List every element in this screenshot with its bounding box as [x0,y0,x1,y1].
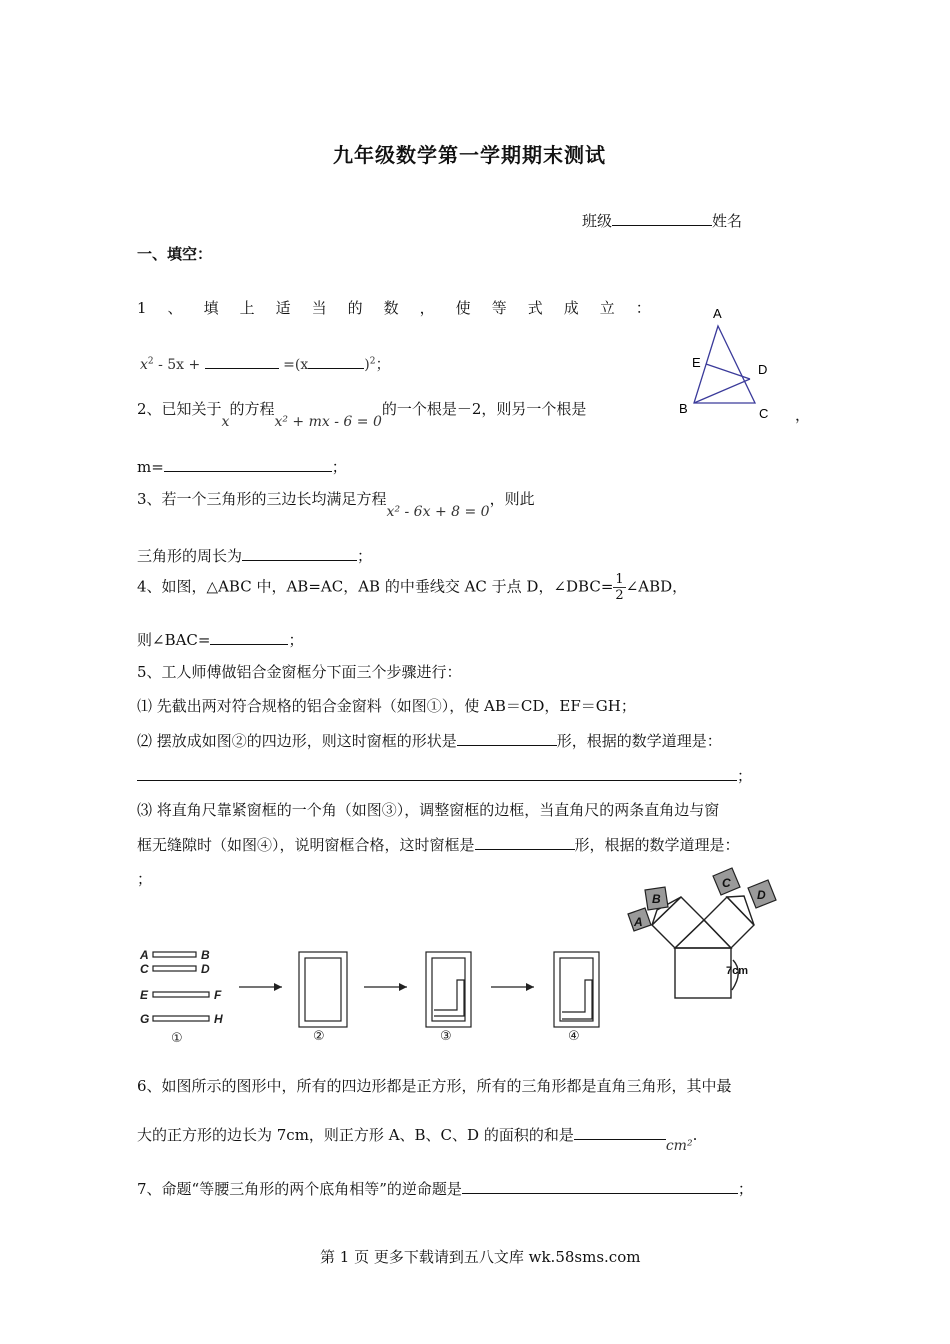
caption-4: ④ [568,1028,580,1043]
bar-label-a: A [140,948,149,962]
label-b: B [679,401,688,416]
question-3-line [137,488,535,520]
side-label-7cm: 7cm [726,965,749,977]
caption-1: ① [171,1030,183,1045]
segment-bd [694,379,750,403]
q2-text-3: 的一个根是－2，则另一个根是 [381,400,587,418]
q3-blank[interactable] [242,546,357,561]
set-square-4 [562,980,592,1019]
section-heading: 一、填空： [137,245,213,263]
right-small-triangle [727,896,754,925]
class-blank[interactable] [612,211,712,226]
fraction-half [613,572,625,603]
q6-tail: . [692,1126,698,1144]
q1-blank-1[interactable] [205,354,279,369]
name-label: 姓名 [712,212,743,230]
pythagoras-figure [620,862,800,1002]
window-frame-figure [134,940,614,1050]
q1-char: 当 [311,299,327,317]
q3-perimeter-label: 三角形的周长为 [137,547,243,565]
question-3-line-2 [137,545,372,566]
q1-char: 使 [455,299,471,317]
question-5-reason-line [137,765,752,786]
bar-label-c: C [140,962,149,976]
question-4-line [137,572,687,603]
question-5-intro: 5、工人师傅做铝合金窗框分下面三个步骤进行： [137,663,462,681]
q5-step2-text-a: ⑵ 摆放成如图②的四边形，则这时窗框的形状是 [137,732,457,750]
triangle-figure [672,300,782,425]
q1-blank-2[interactable] [308,354,364,369]
q1-tail: ； [375,355,391,373]
q3-equation: x² - 6x + 8 = 0 [386,504,490,520]
q3-text-1: 3、若一个三角形的三边长均满足方程 [137,490,387,508]
q1-char: 的 [347,299,363,317]
question-5-step-2 [137,730,722,751]
expr-close: ) [364,357,370,373]
q1-char: 适 [275,299,291,317]
caption-2: ② [313,1028,325,1043]
q1-char: 成 [563,299,579,317]
q3-text-2: ，则此 [489,490,535,508]
q4-text-2: ∠ABD， [625,577,688,596]
q4-angle-label: 则∠BAC= [137,631,211,649]
middle-triangle [675,920,731,948]
q5-step3-text-b: 形，根据的数学道理是： [574,836,740,854]
q1-char: 数 [383,299,399,317]
q7-blank[interactable] [462,1179,738,1194]
frame-2-inner [305,958,341,1021]
q6-blank[interactable] [574,1125,666,1140]
q2-text-2: 的方程 [229,400,275,418]
q2-text-1: 2、已知关于 [137,400,222,418]
q4-tail: ； [288,631,304,649]
bar-label-f: F [214,988,222,1002]
q5-step2-blank[interactable] [457,731,557,746]
q1-char: 1 [137,299,147,317]
expr-part: - 5x + [158,357,201,373]
q1-char: 、 [167,299,183,317]
q1-char: 上 [239,299,255,317]
expr-x: x [140,357,148,373]
frac-den: 2 [615,588,624,603]
q5-reason-tail: ； [737,767,753,785]
bar-label-d: D [201,962,210,976]
q2-equation: x² + mx - 6 = 0 [274,414,382,430]
arrowhead-3 [526,983,534,991]
question-5-step-3-line-2 [137,834,740,855]
m-tail: ； [331,458,347,476]
m-blank[interactable] [164,457,332,472]
q1-char: ： [635,299,651,317]
square-label-a: A [634,915,643,929]
label-a: A [713,306,722,321]
frame-3-inner [432,958,465,1021]
question-2-m-line [137,456,347,477]
question-1-expression: $x^2 - 5x + =(x$ )$^2$； [140,355,391,373]
q5-step3-text-a: 框无缝隙时（如图④），说明窗框合格，这时窗框是 [137,836,475,854]
square-label-b: B [652,892,661,906]
question-6-line-2 [137,1124,698,1154]
q7-text: 7、命题“等腰三角形的两个底角相等”的逆命题是 [137,1180,462,1198]
arrowhead-2 [399,983,407,991]
class-name-line [582,210,742,231]
frame-2-outer [299,952,347,1027]
question-5-step-1: ⑴ 先截出两对符合规格的铝合金窗料（如图①），使 AB＝CD，EF＝GH； [137,697,636,715]
class-label: 班级 [582,212,613,230]
frac-num: 1 [615,572,624,587]
q4-blank[interactable] [210,630,288,645]
question-4-line-2 [137,629,304,650]
q7-tail: ； [737,1180,753,1198]
page-title: 九年级数学第一学期期末测试 [333,143,606,167]
arrowhead-1 [274,983,282,991]
label-d: D [758,362,768,377]
q2-comma: ， [795,406,811,424]
bar-cd [153,966,196,971]
bar-label-e: E [140,988,149,1002]
question-2-line [137,398,587,430]
q6-text: 大的正方形的边长为 7cm，则正方形 A、B、C、D 的面积的和是 [137,1126,574,1144]
q1-char: 填 [203,299,219,317]
q5-step3-tail: ； [137,870,153,888]
question-7-line [137,1178,753,1199]
largest-square [675,948,731,998]
q6-unit: cm² [665,1138,693,1154]
perpendicular-bisector [706,364,750,379]
triangle-abc [694,326,755,403]
bar-ef [153,992,209,997]
question-5-step-3: ⑶ 将直角尺靠紧窗框的一个角（如图③），调整窗框的边框，当直角尺的两条直角边与窗 [137,801,720,819]
bar-label-g: G [140,1012,150,1026]
square-label-c: C [722,876,731,890]
q5-step3-blank[interactable] [475,835,575,850]
q1-char: 等 [491,299,507,317]
q1-char: 立 [599,299,615,317]
q1-char: 式 [527,299,543,317]
q4-text-1: 4、如图，△ABC 中，AB=AC，AB 的中垂线交 AC 于点 D，∠DBC= [137,577,614,596]
bar-label-b: B [201,948,210,962]
q2-var: x [221,414,230,430]
question-1-line [137,297,672,318]
caption-3: ③ [440,1028,452,1043]
label-e: E [692,355,701,370]
q5-step2-text-b: 形，根据的数学道理是： [556,732,722,750]
bar-label-h: H [214,1012,223,1026]
question-6-line-1: 6、如图所示的图形中，所有的四边形都是正方形，所有的三角形都是直角三角形，其中最 [137,1077,732,1095]
expr-eq: =(x [283,357,309,373]
m-label: m= [137,458,164,476]
square-label-d: D [757,888,766,902]
page-footer: 第 1 页 更多下载请到五八文库 wk.58sms.com [320,1248,641,1266]
label-c: C [759,406,769,421]
q5-reason-blank[interactable] [137,766,737,781]
bar-ab [153,952,196,957]
bar-gh [153,1016,209,1021]
set-square-3 [434,980,464,1016]
q1-char: ， [419,299,435,317]
q3-tail: ； [357,547,373,565]
